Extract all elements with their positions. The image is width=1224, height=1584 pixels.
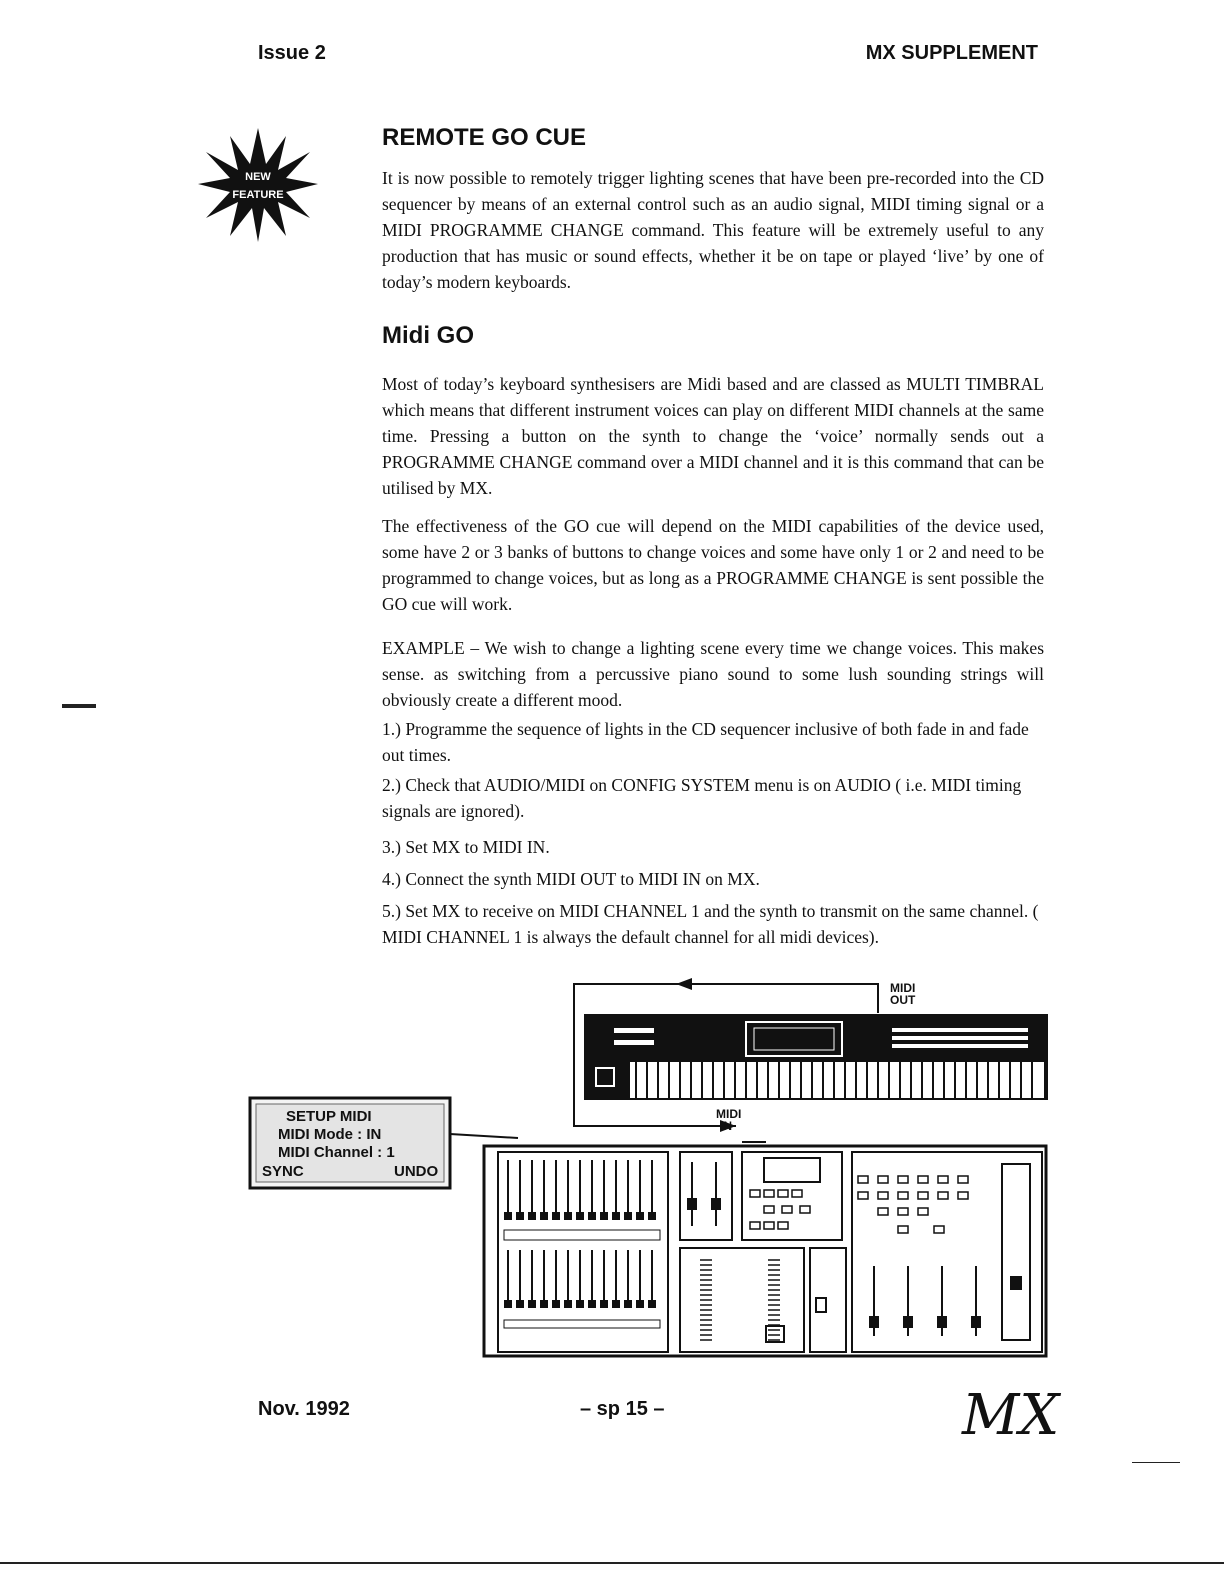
console-button <box>750 1222 760 1229</box>
console-button <box>878 1176 888 1183</box>
console-button <box>782 1206 792 1213</box>
fader-knob <box>540 1300 548 1308</box>
fader-knob <box>528 1300 536 1308</box>
fader-knob <box>504 1212 512 1220</box>
step-1: 1.) Programme the sequence of lights in the CD sequencer inclusive of both fade in and fade out times. <box>382 719 1029 765</box>
badge-line-1: NEW <box>245 171 271 183</box>
console-button <box>764 1190 774 1197</box>
keyboard-synth <box>584 1014 1048 1100</box>
fader-knob <box>552 1212 560 1220</box>
step-4: 4.) Connect the synth MIDI OUT to MIDI IN on MX. <box>382 869 760 889</box>
console-button <box>858 1176 868 1183</box>
submaster-fader-knob <box>869 1316 879 1328</box>
midi-in-label-2: IN <box>720 1119 732 1133</box>
step-5: 5.) Set MX to receive on MIDI CHANNEL 1 and the synth to transmit on the same channel. ( MIDI CHANNEL 1 is always the default channel for all midi devices). <box>382 901 1039 947</box>
section-heading-midi-go: Midi GO <box>382 322 474 349</box>
console-button <box>898 1176 908 1183</box>
console-button <box>792 1190 802 1197</box>
master-fader-knob <box>687 1198 697 1210</box>
grand-master-knob <box>1010 1276 1022 1290</box>
starburst-icon <box>198 128 318 242</box>
console-button <box>898 1226 908 1233</box>
console-button <box>800 1206 810 1213</box>
fader-knob <box>636 1300 644 1308</box>
label-strip <box>504 1320 660 1328</box>
setup-midi-display <box>250 1098 450 1188</box>
fader-knob <box>564 1212 572 1220</box>
mx-logo-text: MX <box>962 1383 1060 1448</box>
console-button <box>898 1192 908 1199</box>
console-button <box>938 1176 948 1183</box>
label-strip <box>504 1230 660 1240</box>
console-button <box>934 1226 944 1233</box>
fader-knob <box>576 1212 584 1220</box>
step-3: 3.) Set MX to MIDI IN. <box>382 837 550 857</box>
arrow-icon <box>676 978 692 990</box>
fader-knob <box>540 1212 548 1220</box>
console-button <box>878 1208 888 1215</box>
fader-knob <box>636 1212 644 1220</box>
footer-date: Nov. 1992 <box>258 1398 350 1420</box>
section-heading-remote-go: REMOTE GO CUE <box>382 124 587 151</box>
page-number: – sp 15 – <box>580 1398 665 1420</box>
console-button <box>918 1208 928 1215</box>
fader-knob <box>516 1212 524 1220</box>
midi-go-paragraph-1: Most of today’s keyboard synthesisers are Midi based and are classed as MULTI TIMBRAL which means that different instrument voices can play on different MIDI channels at the same time. Pressing a button on the synth to change the ‘voice’ normally sends out a PROGRAMME CHANGE command over a MIDI channel and it is this command that can be utilised by MX. <box>382 374 1044 498</box>
master-fader-knob <box>711 1198 721 1210</box>
console-button <box>764 1222 774 1229</box>
step-2: 2.) Check that AUDIO/MIDI on CONFIG SYSTEM menu is on AUDIO ( i.e. MIDI timing signals are ignored). <box>382 775 1022 821</box>
console-button <box>778 1190 788 1197</box>
fader-knob <box>552 1300 560 1308</box>
fader-knob <box>528 1212 536 1220</box>
scan-mark <box>62 704 96 708</box>
new-feature-badge <box>196 126 320 244</box>
fader-knob <box>600 1212 608 1220</box>
midi-out-label-2: OUT <box>890 993 916 1007</box>
console-button <box>918 1192 928 1199</box>
mx-logo <box>958 1372 1060 1448</box>
scan-mark <box>1132 1462 1180 1463</box>
midi-in-label-1: MIDI <box>716 1107 742 1121</box>
display-line-3: MIDI Channel : 1 <box>278 1144 395 1161</box>
console-button <box>898 1208 908 1215</box>
display-line-1: SETUP MIDI <box>286 1108 372 1125</box>
fader-knob <box>588 1300 596 1308</box>
display-line-4-right: UNDO <box>394 1163 439 1180</box>
console-button <box>958 1192 968 1199</box>
submaster-fader-knob <box>937 1316 947 1328</box>
fader-knob <box>612 1300 620 1308</box>
midi-connection-diagram <box>246 976 1066 1360</box>
fader-knob <box>648 1300 656 1308</box>
fader-knob <box>648 1212 656 1220</box>
console-button <box>764 1206 774 1213</box>
console-button <box>858 1192 868 1199</box>
console-button <box>750 1190 760 1197</box>
display-line-4-left: SYNC <box>262 1163 304 1180</box>
submaster-fader-knob <box>971 1316 981 1328</box>
display-line-2: MIDI Mode : IN <box>278 1126 382 1143</box>
console-button <box>918 1176 928 1183</box>
issue-label: Issue 2 <box>258 42 326 64</box>
midi-out-label-1: MIDI <box>890 981 916 995</box>
console-button <box>938 1192 948 1199</box>
fader-knob <box>564 1300 572 1308</box>
fader-knob <box>576 1300 584 1308</box>
badge-line-2: FEATURE <box>232 189 284 201</box>
remote-go-paragraph: It is now possible to remotely trigger lighting scenes that have been pre-recorded into the CD sequencer by means of an external control such as an audio signal, MIDI timing signal or a MIDI PROGRAMME CHANGE command. This feature will be extremely useful to any production that has music or sound effects, whether it be on tape or played ‘live’ by one of today’s modern keyboards. <box>382 168 1044 292</box>
fader-knob <box>816 1298 826 1312</box>
fader-knob <box>612 1212 620 1220</box>
fader-knob <box>600 1300 608 1308</box>
document-title: MX SUPPLEMENT <box>865 42 1038 64</box>
console-button <box>778 1222 788 1229</box>
fader-knob <box>516 1300 524 1308</box>
fader-knob <box>588 1212 596 1220</box>
midi-go-paragraph-2: The effectiveness of the GO cue will depend on the MIDI capabilities of the device used, some have 2 or 3 banks of buttons to change voices and some have only 1 or 2 and need to be programmed to change voices, but as long as a PROGRAMME CHANGE is sent possible the GO cue will work. <box>382 516 1044 614</box>
console-button <box>878 1192 888 1199</box>
fader-knob <box>624 1300 632 1308</box>
fader-knob <box>504 1300 512 1308</box>
example-paragraph: EXAMPLE – We wish to change a lighting scene every time we change voices. This makes sense. as switching from a percussive piano sound to some lush sounding strings will obviously create a different mood. <box>382 638 1044 710</box>
submaster-fader-knob <box>903 1316 913 1328</box>
fader-knob <box>624 1212 632 1220</box>
scan-mark <box>0 1562 1224 1564</box>
console-button <box>958 1176 968 1183</box>
